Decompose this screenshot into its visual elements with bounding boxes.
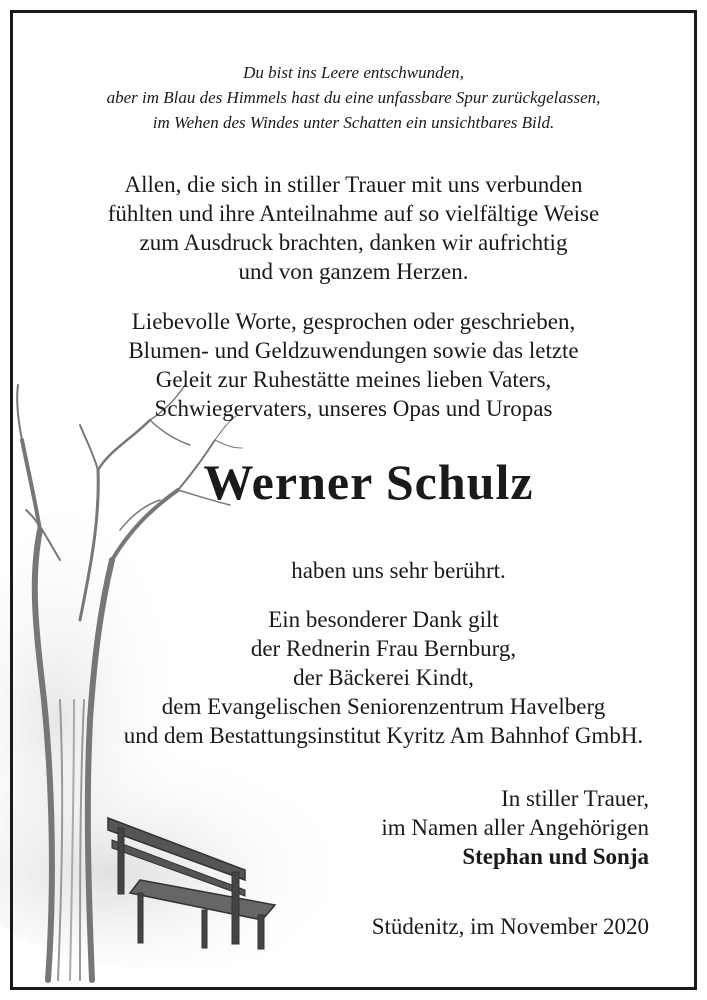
signature-line: In stiller Trauer, [501,786,649,811]
signature-block [381,784,649,871]
thanks-line: dem Evangelischen Seniorenzentrum Havelberg [161,694,606,719]
thanks-line: der Rednerin Frau Bernburg, [250,636,517,661]
place-and-date: Stüdenitz, im November 2020 [371,914,649,939]
gestures-line: Schwiegervaters, unseres Opas und Uropas [154,396,553,421]
gestures-line: Blumen- und Geldzuwendungen sowie das letzte [128,338,579,363]
intro-line: zum Ausdruck brachten, danken wir aufrichtig [139,230,568,255]
thanks-line: der Bäckerei Kindt, [293,665,474,690]
gestures-line: Liebevolle Worte, gesprochen oder geschrieben, [131,309,576,334]
signature-line: im Namen aller Angehörigen [381,815,649,840]
intro-line: fühlten und ihre Anteilnahme auf so vielfältige Weise [107,201,600,226]
special-thanks [0,605,707,750]
poem-line: Du bist ins Leere entschwunden, [243,63,464,82]
gestures-line: Geleit zur Ruhestätte meines lieben Vaters, [155,367,552,392]
poem-line: im Wehen des Windes unter Schatten ein unsichtbares Bild. [152,113,555,132]
thanks-line: und dem Bestattungsinstitut Kyritz Am Bahnhof GmbH. [123,723,644,748]
touched-line: haben uns sehr berührt. [291,558,506,583]
intro-line: Allen, die sich in stiller Trauer mit uns verbunden [124,172,583,197]
deceased-name: Werner Schulz [203,454,534,510]
gestures-paragraph [0,307,707,423]
thanks-line: Ein besonderer Dank gilt [268,607,499,632]
signature-names: Stephan und Sonja [462,844,649,869]
memorial-poem [0,60,707,135]
intro-line: und von ganzem Herzen. [238,259,469,284]
poem-line: aber im Blau des Himmels hast du eine unfassbare Spur zurückgelassen, [106,88,601,107]
gratitude-intro [0,170,707,286]
